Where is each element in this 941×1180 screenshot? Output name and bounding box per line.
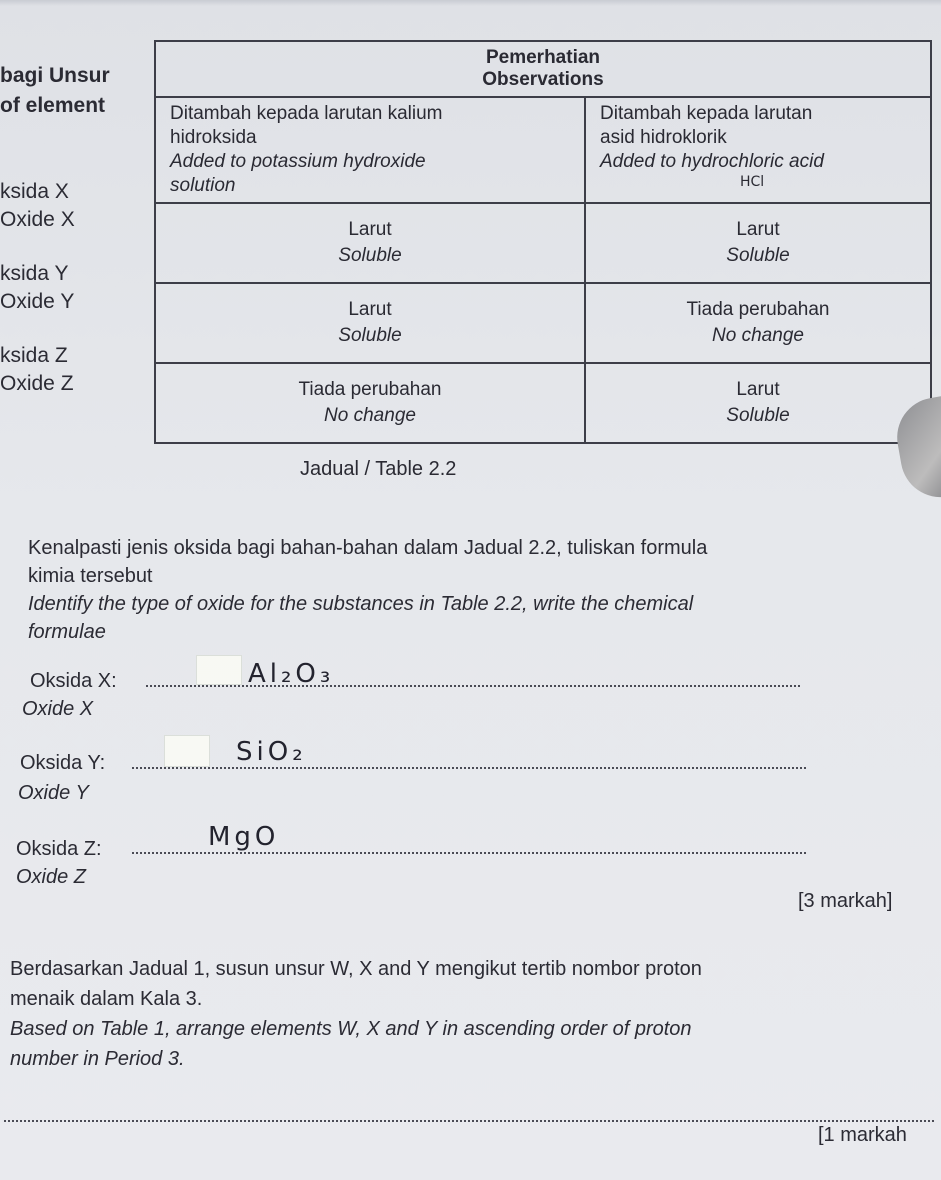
cell-en: Soluble [726,405,790,426]
answer-y-label-en: Oxide Y [18,782,89,804]
correction-tape [164,735,210,767]
observation-table [154,40,932,444]
q2-en-line1: Based on Table 1, arrange elements W, X and Y in ascending order of proton [10,1018,692,1040]
answer-q2-line[interactable] [4,1120,934,1122]
answer-y-handwritten: SiO₂ [236,737,307,767]
q1-en-line2: formulae [28,621,106,643]
table-row [155,363,931,443]
answer-z-line[interactable] [132,852,806,854]
marks-q2: [1 markah [818,1124,907,1146]
col2-ms-line2: asid hidroklorik [600,127,727,148]
cell-en: No change [712,325,804,346]
page-edge [0,0,941,6]
answer-z-handwritten: MgO [208,822,280,852]
cell-en: No change [324,405,416,426]
col1-header [155,97,585,203]
col2-ms-line1: Ditambah kepada larutan [600,103,813,124]
row-y-col1 [155,283,585,363]
table-row [155,283,931,363]
cell-ms: Larut [348,299,392,320]
correction-tape [196,655,242,685]
answer-x-label: Oksida X: [30,670,117,692]
cell-ms: Larut [736,219,780,240]
cell-en: Soluble [338,325,402,346]
left-row-z-en: Oxide Z [0,372,74,395]
answer-x-line[interactable] [146,685,800,687]
cell-ms: Larut [348,219,392,240]
answer-x-label-en: Oxide X [22,698,94,720]
row-z-col1 [155,363,585,443]
answer-y-label: Oksida Y: [20,752,106,774]
row-x-col2 [585,203,931,283]
header-ms: Pemerhatian [485,47,601,68]
q2-ms-line1: Berdasarkan Jadual 1, susun unsur W, X and Y mengikut tertib nombor proton [10,958,702,980]
q1-en-line1: Identify the type of oxide for the substances in Table 2.2, write the chemical [28,593,694,615]
answer-x-handwritten: Al₂O₃ [248,659,335,689]
row-x-col1 [155,203,585,283]
answer-z-label: Oksida Z: [16,838,102,860]
question1-text [28,534,908,646]
row-y-col2 [585,283,931,363]
answer-z-label-en: Oxide Z [16,866,87,888]
left-header-line2: of element [0,94,106,117]
q1-ms-line1: Kenalpasti jenis oksida bagi bahan-bahan dalam Jadual 2.2, tuliskan formula [28,537,708,559]
marks-q1: [3 markah] [798,890,893,912]
question2-text [10,954,930,1074]
cell-ms: Tiada perubahan [298,379,442,400]
cell-ms: Larut [736,379,780,400]
cell-ms: Tiada perubahan [686,299,830,320]
left-header-line1: bagi Unsur [0,64,110,87]
col1-ms-line2: hidroksida [170,127,257,148]
answer-y-line[interactable] [132,767,806,769]
table-row [155,203,931,283]
header-en: Observations [482,69,604,90]
left-row-y-ms: ksida Y [0,262,69,285]
q2-ms-line2: menaik dalam Kala 3. [10,988,203,1010]
left-row-y-en: Oxide Y [0,290,75,313]
col2-en: Added to hydrochloric acid [600,151,824,172]
table-header [155,41,931,97]
left-row-z-ms: ksida Z [0,344,68,367]
col1-ms-line1: Ditambah kepada larutan kalium [170,103,443,124]
left-row-x-en: Oxide X [0,208,75,231]
col1-en-line1: Added to potassium hydroxide [170,151,426,172]
cell-en: Soluble [338,245,402,266]
col2-handwritten-note: HCl [740,174,765,190]
q1-ms-line2: kimia tersebut [28,565,153,587]
col2-header [585,97,931,203]
q2-en-line2: number in Period 3. [10,1048,185,1070]
left-row-x-ms: ksida X [0,180,69,203]
col1-en-line2: solution [170,175,236,196]
table-caption: Jadual / Table 2.2 [300,458,457,480]
cell-en: Soluble [726,245,790,266]
row-z-col2 [585,363,931,443]
